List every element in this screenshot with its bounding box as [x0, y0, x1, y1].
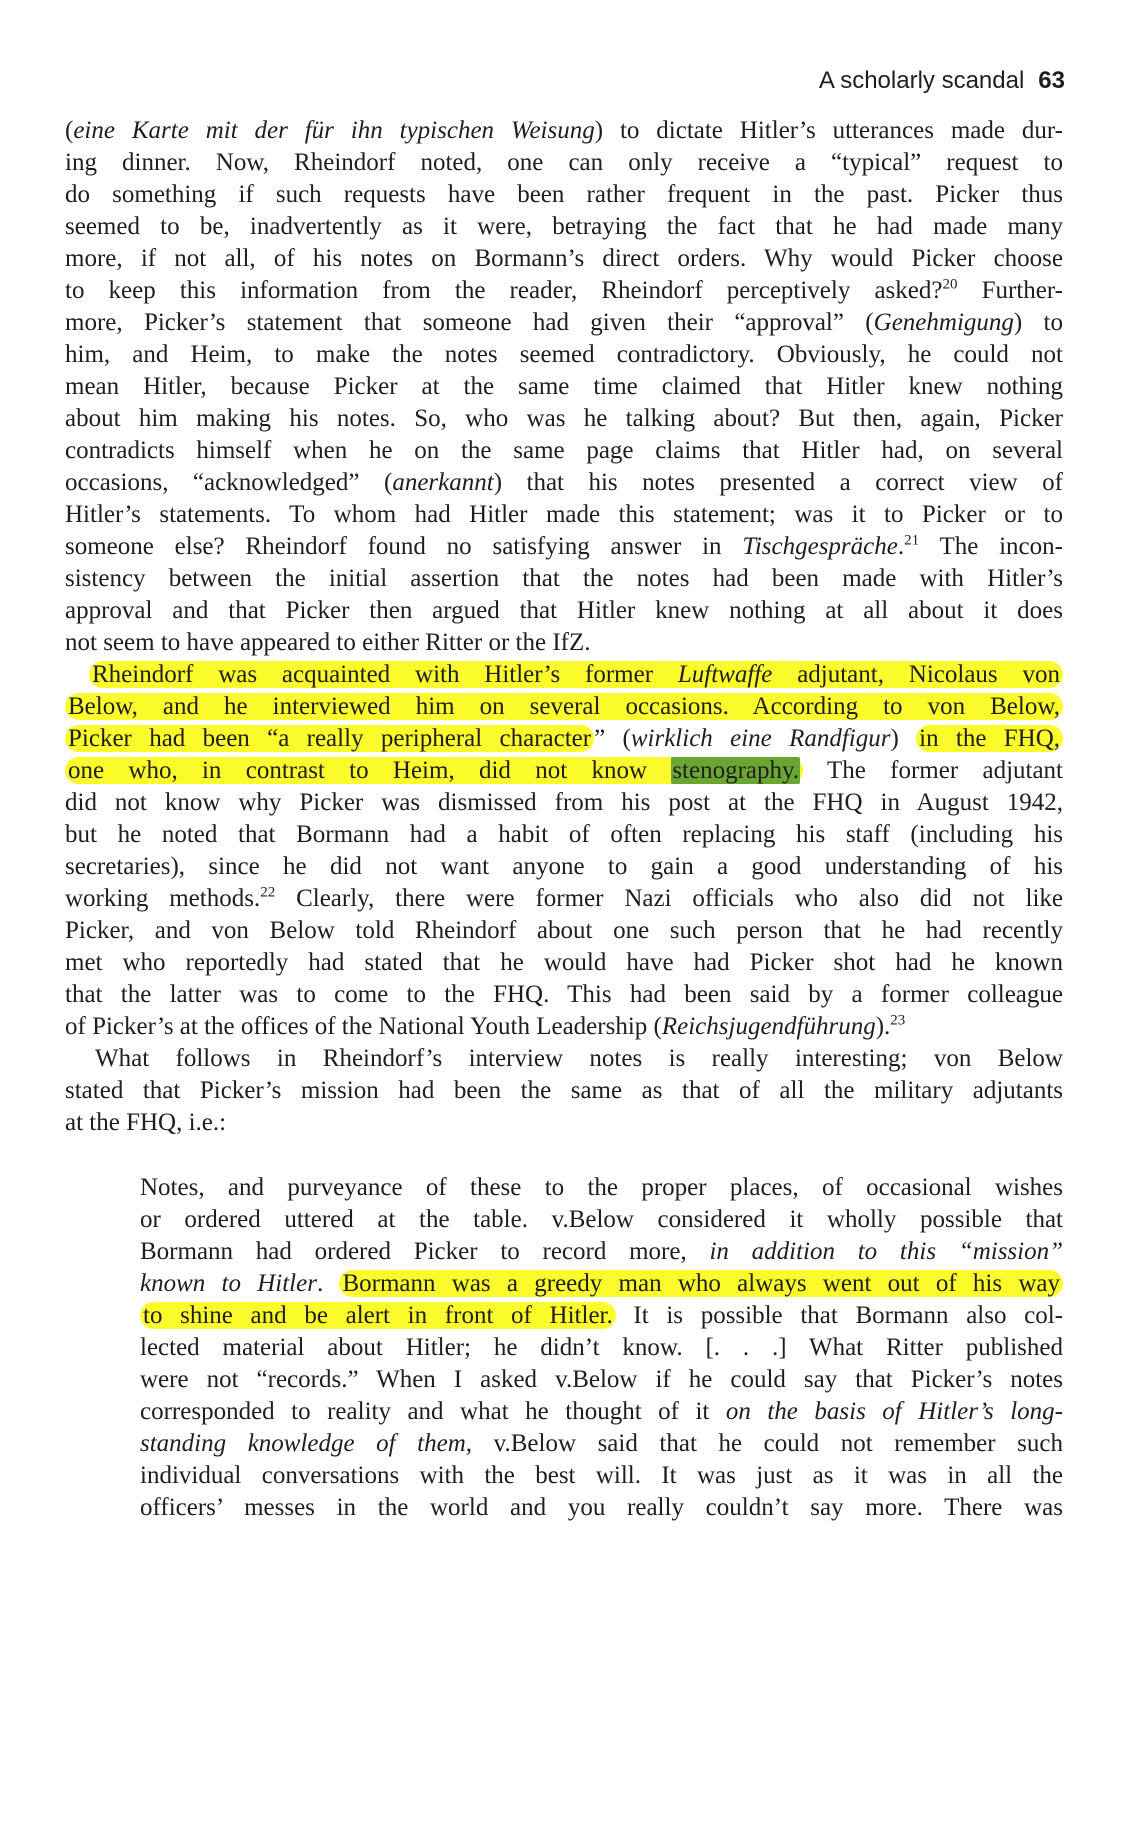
- page-number: 63: [1038, 67, 1065, 94]
- text-line-highlighted: one who, in contrast to Heim, did not know stenography. The former adjutant: [65, 754, 1063, 788]
- quote-line-highlighted: to shine and be alert in front of Hitler. It is possible that Bormann also col-: [140, 1299, 1063, 1333]
- yellow-highlight: Rheindorf was acquainted with Hitler’s former Luftwaffe adjutant, Nicolaus von: [89, 661, 1063, 688]
- text-line: about him making his notes. So, who was he talking about? But then, again, Picker: [65, 405, 1063, 432]
- text-line: did not know why Picker was dismissed from his post at the FHQ in August 1942,: [65, 789, 1063, 816]
- text-line: do something if such requests have been rather frequent in the past. Picker thus: [65, 181, 1063, 208]
- quote-line: were not “records.” When I asked v.Below if he could say that Picker’s notes: [140, 1366, 1063, 1393]
- text-line: What follows in Rheindorf’s interview notes is really interesting; von Below: [95, 1045, 1063, 1072]
- text-line: stated that Picker’s mission had been the same as that of all the military adjutants: [65, 1077, 1063, 1104]
- text-line: more, if not all, of his notes on Bormann’s direct orders. Why would Picker choose: [65, 245, 1063, 272]
- quote-line: corresponded to reality and what he thought of it on the basis of Hitler’s long-: [140, 1398, 1063, 1425]
- yellow-highlight: in the FHQ,: [916, 725, 1063, 752]
- green-highlight: stenography.: [672, 757, 800, 784]
- text-line: someone else? Rheindorf found no satisfying answer in Tischgespräche.$^{21}$ The incon-: [65, 532, 1063, 560]
- text-line: that the latter was to come to the FHQ. This had been said by a former colleague: [65, 981, 1063, 1008]
- text-line: not seem to have appeared to either Ritter or the IfZ.: [65, 629, 591, 656]
- text-line: (eine Karte mit der für ihn typischen Weisung) to dictate Hitler’s utterances made dur-: [65, 117, 1063, 144]
- text-line: met who reportedly had stated that he would have had Picker shot had he known: [65, 949, 1063, 976]
- text-line-highlighted: Picker had been “a really peripheral character ” (wirklich eine Randfigur) in the FHQ,: [65, 722, 1063, 756]
- text-line: more, Picker’s statement that someone had given their “approval” (Genehmigung) to: [65, 309, 1063, 336]
- text-line: Picker, and von Below told Rheindorf about one such person that he had recently: [65, 917, 1063, 944]
- yellow-highlight: one who, in contrast to Heim, did not know stenography.: [65, 757, 803, 784]
- text-line: working methods.$^{22}$ Clearly, there were former Nazi officials who also did not like: [65, 884, 1064, 912]
- quote-line: individual conversations with the best will. It was just as it was in all the: [140, 1462, 1063, 1489]
- quote-line-highlighted: known to Hitler. Bormann was a greedy man who always went out of his way: [140, 1267, 1063, 1301]
- yellow-highlight: to shine and be alert in front of Hitler.: [140, 1302, 616, 1329]
- quote-line: standing knowledge of them, v.Below said that he could not remember such: [140, 1430, 1063, 1457]
- text-line: Hitler’s statements. To whom had Hitler made this statement; was it to Picker or to: [65, 501, 1063, 528]
- yellow-highlight: Bormann was a greedy man who always went out of his way: [339, 1270, 1063, 1297]
- text-line-highlighted: [65, 658, 1063, 692]
- running-header: [0, 66, 1065, 96]
- text-line: contradicts himself when he on the same page claims that Hitler had, on several: [65, 437, 1063, 464]
- quote-line: Bormann had ordered Picker to record more, in addition to this “mission”: [140, 1238, 1064, 1265]
- text-line: at the FHQ, i.e.:: [65, 1109, 227, 1136]
- yellow-highlight: Picker had been “a really peripheral character: [65, 725, 594, 752]
- text-line: secretaries), since he did not want anyone to gain a good understanding of his: [65, 853, 1063, 880]
- footnote-ref-21: 21: [904, 532, 920, 549]
- running-title: A scholarly scandal: [818, 67, 1025, 94]
- text-line-highlighted: [65, 690, 1063, 724]
- text-line: of Picker’s at the offices of the National Youth Leadership (Reichsjugendführung).$^{23}$: [65, 1012, 906, 1040]
- quote-line: or ordered uttered at the table. v.Below considered it wholly possible that: [140, 1206, 1063, 1233]
- footnote-ref-20: 20: [942, 276, 958, 293]
- text-line: mean Hitler, because Picker at the same time claimed that Hitler knew nothing: [65, 373, 1063, 400]
- text-line: approval and that Picker then argued that Hitler knew nothing at all about it does: [65, 597, 1063, 624]
- quote-line: officers’ messes in the world and you really couldn’t say more. There was: [140, 1494, 1063, 1521]
- footnote-ref-22: 22: [260, 884, 276, 901]
- text-line: sistency between the initial assertion that the notes had been made with Hitler’s: [65, 565, 1063, 592]
- text-line: to keep this information from the reader, Rheindorf perceptively asked?$^{20}$ Further-: [65, 276, 1064, 304]
- text-line: him, and Heim, to make the notes seemed contradictory. Obviously, he could not: [65, 341, 1063, 368]
- quote-line: Notes, and purveyance of these to the proper places, of occasional wishes: [140, 1174, 1063, 1201]
- text-line: ing dinner. Now, Rheindorf noted, one can only receive a “typical” request to: [65, 149, 1063, 176]
- text-line: but he noted that Bormann had a habit of often replacing his staff (including his: [65, 821, 1063, 848]
- text-line: seemed to be, inadvertently as it were, betraying the fact that he had made many: [65, 213, 1063, 240]
- footnote-ref-23: 23: [890, 1012, 906, 1029]
- text-line: occasions, “acknowledged” (anerkannt) that his notes presented a correct view of: [65, 469, 1063, 496]
- yellow-highlight: Below, and he interviewed him on several occasions. According to von Below,: [65, 693, 1063, 720]
- quote-line: lected material about Hitler; he didn’t know. [. . .] What Ritter published: [140, 1334, 1063, 1361]
